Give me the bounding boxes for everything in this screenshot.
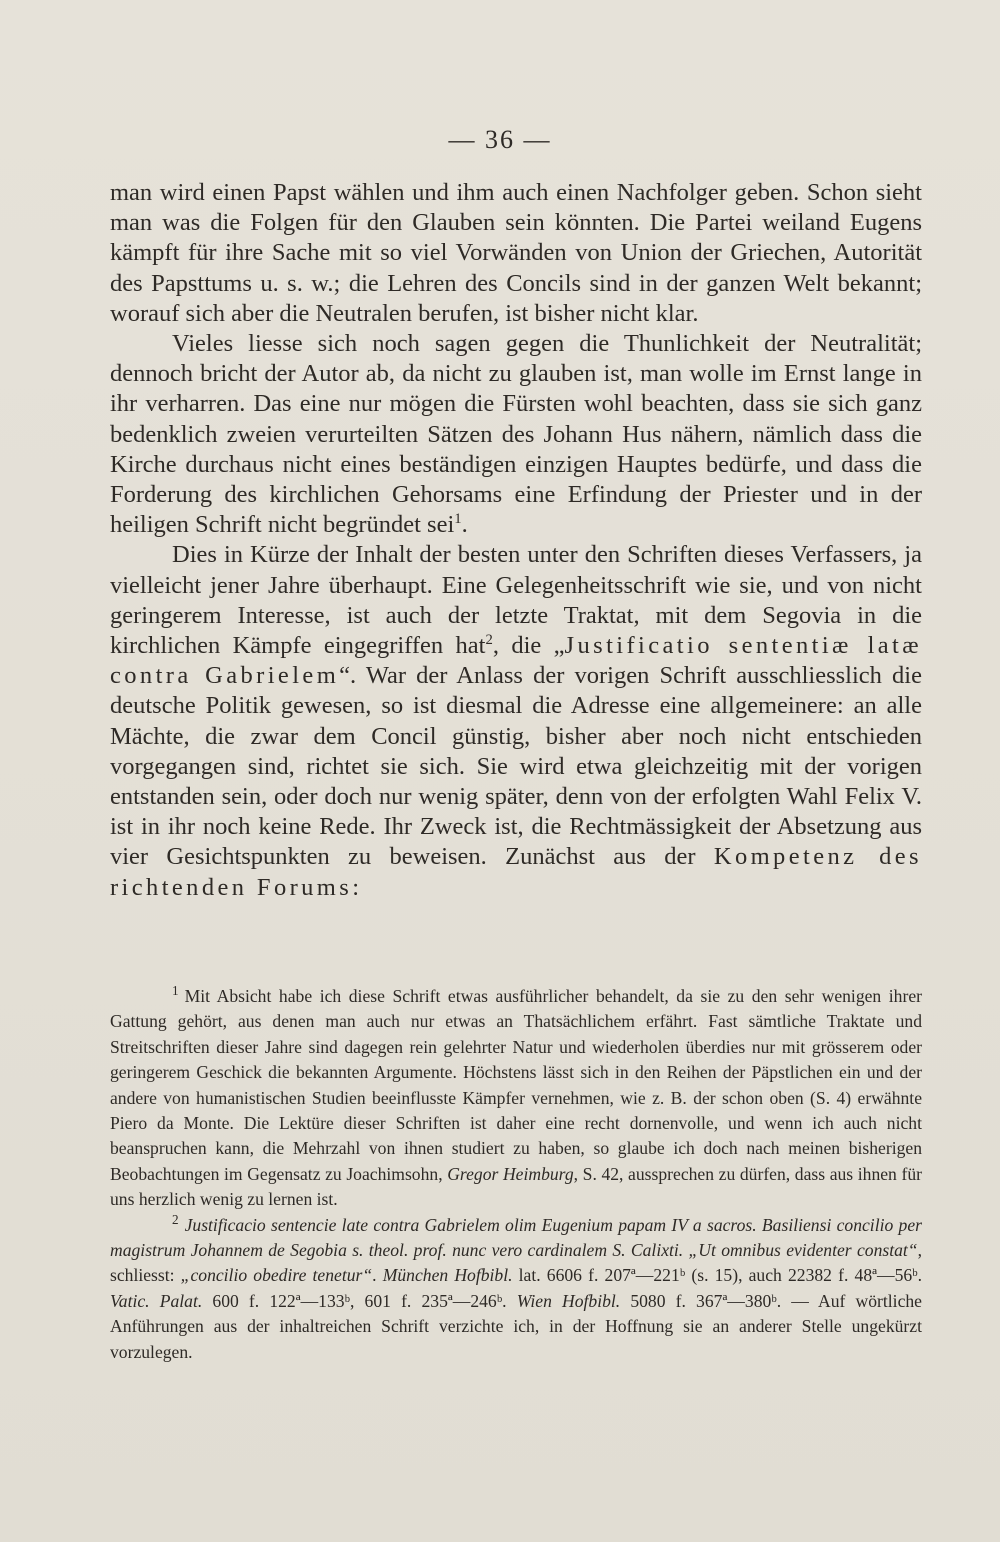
footnote-1-mark: 1 (172, 983, 179, 999)
footnote-2-mark: 2 (172, 1211, 179, 1227)
footnote-ref-1: 1 (454, 511, 462, 528)
footnote-2-it4: Vatic. Palat. (110, 1290, 203, 1311)
footnote-2-it3: München Hofbibl. (382, 1265, 513, 1286)
paragraph-3-part1: Dies in Kürze der Inhalt der besten unter den Schriften dieses Verfassers, ja vielleicht jener Jahre überhaupt. Eine Gelegenheitsschrift wie sie, und von nicht geringerem Interesse, ist auch der letzte Traktat, mit dem Segovia in die kirchlichen Kämpfe eingegriffen hat (110, 541, 922, 660)
footnote-2-it5: Wien Hofbibl. (516, 1290, 621, 1311)
footnote-1-italic: Gregor Heimburg (447, 1163, 574, 1184)
footnote-2-t1: , schliesst: (110, 1240, 922, 1286)
footnote-2-it1: Justificacio sentencie late contra Gabrielem olim Eugenium papam IV a sacros. Basiliensi concilio per magistrum Johannem de Segobia s. theol. prof. nunc vero cardinalem S. Calixti. „Ut omnibus evidenter constat“ (110, 1214, 922, 1261)
footnote-2-t3: lat. 6606 f. 207ª—221ᵇ (s. 15), auch 22382 f. 48ª—56ᵇ. (512, 1265, 923, 1286)
paragraph-1-text: man wird einen Papst wählen und ihm auch einen Nachfolger geben. Schon sieht man was die Folgen für den Glauben sein könnten. Die Partei weiland Eugens kämpft für ihre Sache mit so viel Vorwänden von Union der Griechen, Autorität des Papsttums u. s. w.; die Lehren des Concils sind in der ganzen Welt bekannt; worauf sich aber die Neutralen berufen, ist bisher nicht klar. (110, 179, 922, 327)
spaced-title: Justificatio sententiæ latæ contra Gabrielem (110, 632, 923, 690)
spaced-emphasis: Kompetenz des richtenden Forums (110, 843, 922, 901)
paragraph-3-part3: “. War der Anlass der vorigen Schrift ausschliesslich die deutsche Politik gewesen, so ist diesmal die Adresse eine allgemeinere: an alle Mächte, die zwar dem Concil günstig, bisher aber noch nicht entschieden vorgegangen sind, richtet sie sich. Sie wird etwa gleichzeitig mit der vorigen entstanden sein, oder doch nur wenig später, denn von der erfolgten Wahl Felix V. ist in ihr noch keine Rede. Ihr Zweck ist, die Rechtmässigkeit der Absetzung aus vier Gesichtspunkten zu beweisen. Zunächst aus der (110, 662, 922, 871)
footnote-2-t4: 600 f. 122ª—133ᵇ, 601 f. 235ª—246ᵇ. (202, 1290, 517, 1311)
footnote-2-t5: 5080 f. 367ª—380ᵇ. — Auf wörtliche Anführungen aus der inhaltreichen Schrift verzichte ich, in der Hoffnung sie an anderer Stelle ungekürzt vorzulegen. (110, 1290, 922, 1362)
paragraph-3 (110, 540, 922, 902)
main-text (110, 178, 922, 903)
footnote-2 (110, 1213, 922, 1365)
paragraph-2-text: Vieles liesse sich noch sagen gegen die Thunlichkeit der Neutralität; dennoch bricht der Autor ab, da nicht zu glauben ist, man wolle im Ernst lange in ihr verharren. Das eine nur mögen die Fürsten wohl beachten, dass sie sich ganz bedenklich zweien verurteilten Sätzen des Johann Hus nähern, nämlich dass die Kirche durchaus nicht eines beständigen einzigen Hauptes bedürfe, und dass die Forderung des kirchlichen Gehorsams eine Erfindung der Priester und in der heiligen Schrift nicht begründet sei (110, 330, 922, 539)
page-number: — 36 — (448, 125, 552, 154)
footnote-1-text-b: , S. 42, aussprechen zu dürfen, dass aus ihnen für uns herzlich wenig zu lernen ist. (110, 1163, 922, 1210)
paragraph-3-part2: , die „ (492, 632, 565, 660)
paragraph-2 (110, 329, 922, 540)
footnote-2-it2: „concilio obedire tenetur“ (180, 1265, 373, 1286)
paragraph-3-part4: : (352, 873, 360, 901)
footnote-1-text-a: Mit Absicht habe ich diese Schrift etwas ausführlicher behandelt, da sie zu den sehr wenigen ihrer Gattung gehört, aus denen man auch nur etwas an Thatsächlichem erfährt. Fast sämtliche Traktate und Streitschriften dieser Jahre sind dagegen rein gelehrter Natur und wiederholen überdies nur mit grösserem oder geringerem Geschick die bekannten Argumente. Höchstens lässt sich in den Reihen der Päpstlichen ein und der andere von humanistischen Studien beeinflusste Kämpfer vernehmen, wie z. B. der schon oben (S. 4) erwähnte Piero da Monte. Die Lektüre dieser Schriften ist daher eine recht dornenvolle, und wenn ich auch nicht beanspruchen kann, die Mehrzahl von ihnen studiert zu haben, so glaube ich doch nach meinen bisherigen Beobachtungen im Gegensatz zu Joachimsohn, (110, 986, 922, 1184)
footnote-ref-2: 2 (485, 631, 493, 648)
footnotes (110, 984, 922, 1365)
paragraph-1 (110, 178, 922, 329)
footnote-2-t2: . (372, 1265, 383, 1286)
footnote-1 (110, 984, 922, 1213)
paragraph-2-end: . (461, 511, 468, 539)
